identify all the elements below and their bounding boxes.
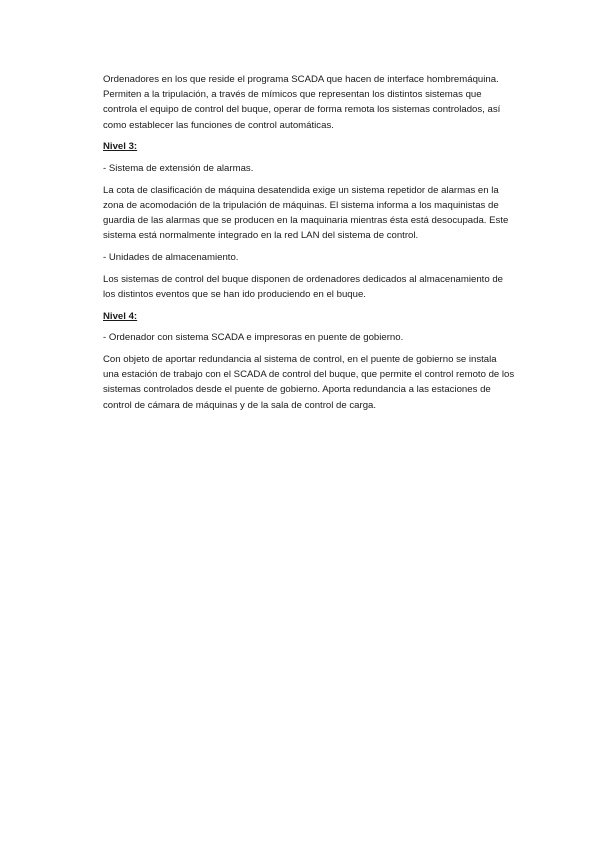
level3-heading: Nivel 3: — [103, 141, 138, 153]
level3-item2-text: Los sistemas de control del buque disponen de ordenadores dedicados al almacenamiento de los distintos eventos que se han ido produciendo en el buque. — [103, 273, 504, 300]
level4-item1-title: - Ordenador con sistema SCADA e impresoras en puente de gobierno. — [103, 332, 404, 344]
level3-item1-title: - Sistema de extensión de alarmas. — [103, 163, 254, 175]
level4-item1-text: Con objeto de aportar redundancia al sistema de control, en el puente de gobierno se instala una estación de trabajo con el SCADA de control del buque, que permite el control remoto de los sistemas controlados desde el puente de gobierno. Aporta redundancia a las estaciones de control de cámara de máquinas y de la sala de control de carga. — [103, 354, 515, 411]
level3-item1-text: La cota de clasificación de máquina desatendida exige un sistema repetidor de alarmas en la zona de acomodación de la tripulación de máquinas. El sistema informa a los maquinistas de guardia de las alarmas que se producen en la maquinaria mientras ésta está desocupada. Este sistema está normalmente integrado en la red LAN del sistema de control. — [103, 184, 509, 242]
level3-item2-title: - Unidades de almacenamiento. — [103, 252, 239, 264]
intro-paragraph: Ordenadores en los que reside el programa SCADA que hacen de interface hombremáquina. Permiten a la tripulación, a través de mímicos que representan los distintos sistemas que controla el equipo de control del buque, operar de forma remota los sistemas controlados, así como establecer las funciones de control automáticas. — [103, 74, 501, 131]
document-page — [103, 72, 515, 419]
level4-heading: Nivel 4: — [103, 310, 138, 322]
